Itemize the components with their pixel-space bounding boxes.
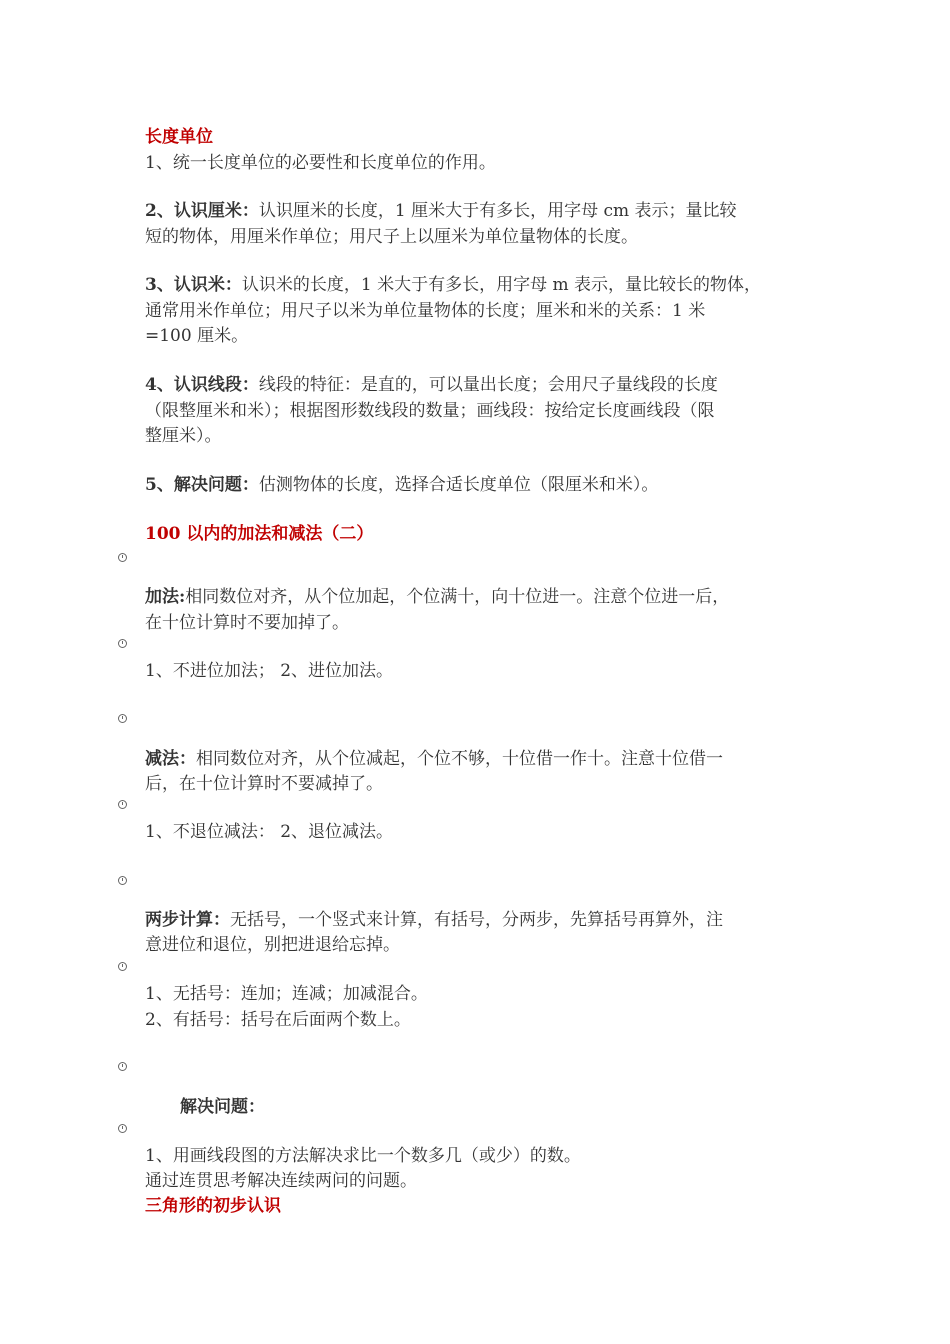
bold-lead: 减法：	[145, 749, 196, 769]
text-line: 线段的特征：是直的，可以量出长度；会用尺子量线段的长度	[258, 375, 718, 395]
paragraph-meter	[145, 272, 825, 298]
text-line: （限整厘米和米）；根据图形数线段的数量；画线段：按给定长度画线段（限	[145, 401, 715, 421]
section-title-addition-subtraction: 100 以内的加法和减法（二）	[145, 524, 374, 544]
text-line: 意进位和退位，别把进退给忘掉。	[145, 935, 400, 955]
section-title-length-units: 长度单位	[145, 127, 213, 147]
paragraph-addition	[145, 584, 810, 610]
bold-lead: 2、认识厘米：	[145, 201, 259, 221]
anchor-marker-icon	[118, 1124, 127, 1133]
list-item: 1、用画线段图的方法解决求比一个数多几（或少）的数。	[145, 1146, 581, 1166]
list-item: 1、不进位加法； 2、进位加法。	[145, 661, 394, 681]
anchor-marker-icon	[118, 639, 127, 648]
text-line: 认识厘米的长度，1 厘米大于有多长，用字母 cm 表示；量比较	[258, 201, 737, 221]
text-line: 相同数位对齐，从个位减起，个位不够，十位借一作十。注意十位借一	[196, 749, 723, 769]
bold-lead: 3、认识米：	[145, 275, 242, 295]
anchor-marker-icon	[118, 962, 127, 971]
text-line: 认识米的长度，1 米大于有多长，用字母 m 表示，量比较长的物体，	[241, 275, 761, 295]
paragraph-subtraction	[145, 746, 810, 772]
text-line: 相同数位对齐，从个位加起，个位满十，向十位进一。注意个位进一后，	[185, 587, 730, 607]
text-line: 估测物体的长度，选择合适长度单位（限厘米和米）。	[258, 475, 659, 495]
anchor-marker-icon	[118, 876, 127, 885]
section-title-triangle: 三角形的初步认识	[145, 1196, 281, 1216]
text-line: 无括号，一个竖式来计算，有括号，分两步，先算括号再算外，注	[230, 910, 723, 930]
bold-lead: 加法:	[145, 587, 186, 607]
paragraph-two-step	[145, 907, 810, 933]
paragraph: 1、统一长度单位的必要性和长度单位的作用。	[145, 153, 496, 173]
paragraph-solve-problems	[145, 472, 810, 498]
anchor-marker-icon	[118, 714, 127, 723]
anchor-marker-icon	[118, 1062, 127, 1071]
list-item: 通过连贯思考解决连续两问的问题。	[145, 1171, 417, 1191]
text-line: 整厘米）。	[145, 426, 222, 446]
subheading-solve-problems: 解决问题：	[180, 1097, 265, 1117]
paragraph-line-segment	[145, 372, 810, 398]
text-line: 通常用米作单位；用尺子以米为单位量物体的长度；厘米和米的关系：1 米	[145, 301, 706, 321]
list-item: 2、有括号：括号在后面两个数上。	[145, 1010, 411, 1030]
paragraph-centimeter	[145, 198, 810, 224]
text-line: 短的物体，用厘米作单位；用尺子上以厘米为单位量物体的长度。	[145, 227, 638, 247]
list-item: 1、不退位减法： 2、退位减法。	[145, 822, 394, 842]
list-item: 1、无括号：连加；连减；加减混合。	[145, 984, 428, 1004]
text-line: 在十位计算时不要加掉了。	[145, 613, 349, 633]
anchor-marker-icon	[118, 800, 127, 809]
text-line: 后，在十位计算时不要减掉了。	[145, 774, 383, 794]
bold-lead: 两步计算：	[145, 910, 230, 930]
bold-lead: 5、解决问题：	[145, 475, 259, 495]
anchor-marker-icon	[118, 553, 127, 562]
bold-lead: 4、认识线段：	[145, 375, 259, 395]
text-line: =100 厘米。	[145, 326, 249, 346]
